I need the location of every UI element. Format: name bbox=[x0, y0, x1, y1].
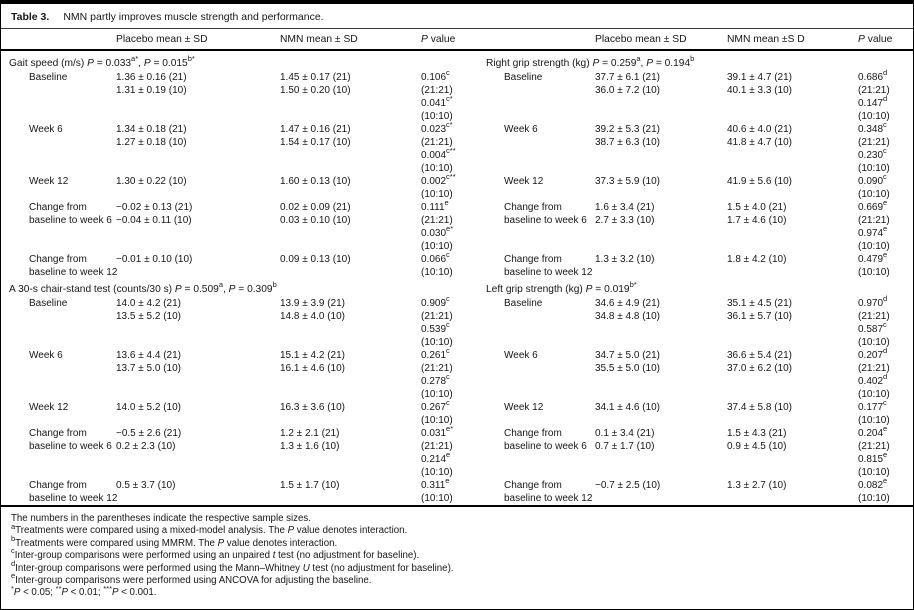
cell-line: Baseline bbox=[29, 72, 68, 83]
cell-line: 37.7 ± 6.1 (21) bbox=[595, 72, 660, 83]
cell-line: (10:10) bbox=[421, 267, 453, 278]
cell-line: Change from bbox=[504, 480, 562, 491]
cell-right-label bbox=[477, 201, 589, 253]
footnote-line: $^c$Inter-group comparisons were performed using an unpaired t test (no adjustment for baseline). bbox=[11, 546, 420, 562]
cell-left-label bbox=[1, 123, 106, 175]
cell-line: 34.6 ± 4.9 (21) bbox=[595, 298, 660, 309]
footnote-line: $^a$Treatments were compared using a mixed-model analysis. The P value denotes interaction. bbox=[11, 521, 408, 537]
cell-right-p bbox=[852, 476, 911, 505]
cell-line: $0.030^{e*}$ bbox=[421, 224, 454, 239]
column-header-pvalue-left: P value bbox=[421, 34, 456, 45]
cell-left-nmn bbox=[270, 479, 411, 505]
cell-line: 1.6 ± 3.4 (21) bbox=[595, 202, 655, 213]
cell-line: Baseline bbox=[29, 298, 68, 309]
cell-left-nmn bbox=[270, 297, 411, 349]
table-row bbox=[1, 172, 913, 201]
cell-line: Change from bbox=[29, 254, 87, 265]
cell-right-nmn bbox=[721, 123, 852, 175]
section-row bbox=[1, 54, 913, 70]
cell-line: 41.9 ± 5.6 (10) bbox=[727, 176, 792, 187]
cell-line: 1.27 ± 0.18 (10) bbox=[116, 137, 187, 148]
cell-line: 0.5 ± 3.7 (10) bbox=[116, 480, 176, 491]
section-header-left: Gait speed (m/s) $P = 0.033^{a*}$, $P = 0.015^{b*}$ bbox=[9, 54, 195, 69]
cell-line: 0.267$^c$ bbox=[421, 398, 450, 413]
cell-line: 34.7 ± 5.0 (21) bbox=[595, 350, 660, 361]
cell-line: (10:10) bbox=[858, 467, 890, 478]
cell-line: 0.311e bbox=[421, 476, 450, 491]
cell-left-nmn bbox=[270, 201, 411, 253]
cell-line: 0.09 ± 0.13 (10) bbox=[280, 254, 351, 265]
cell-left-p bbox=[411, 346, 477, 401]
cell-line: $0.002^{c**}$ bbox=[421, 172, 456, 187]
cell-line: 0.686$^d$ bbox=[858, 68, 888, 83]
cell-left-placebo bbox=[106, 175, 270, 201]
cell-line: (21:21) bbox=[421, 441, 453, 452]
cell-line: 2.7 ± 3.3 (10) bbox=[595, 215, 655, 226]
cell-line: 1.2 ± 2.1 (21) bbox=[280, 428, 340, 439]
cell-line: 0.230$^c$ bbox=[858, 146, 887, 161]
cell-left-placebo bbox=[106, 297, 270, 349]
footnote-line: $^b$Treatments were compared using MMRM. The P value denotes interaction. bbox=[11, 534, 338, 549]
cell-left-nmn bbox=[270, 253, 411, 279]
cell-line: 37.3 ± 5.9 (10) bbox=[595, 176, 660, 187]
cell-right-nmn bbox=[721, 71, 852, 123]
cell-left-label bbox=[1, 349, 106, 401]
cell-line: 38.7 ± 6.3 (10) bbox=[595, 137, 660, 148]
table-title: NMN partly improves muscle strength and performance. bbox=[63, 11, 324, 23]
cell-line: (10:10) bbox=[858, 163, 890, 174]
cell-line: 14.0 ± 4.2 (21) bbox=[116, 298, 181, 309]
cell-line: Week 6 bbox=[29, 350, 63, 361]
cell-right-p bbox=[852, 198, 911, 253]
cell-line: Baseline bbox=[504, 298, 543, 309]
cell-right-placebo bbox=[589, 349, 721, 401]
cell-right-p bbox=[852, 172, 911, 201]
table-number: Table 3. bbox=[11, 11, 50, 23]
cell-line: 0.669e bbox=[858, 198, 888, 213]
table-row bbox=[1, 120, 913, 175]
cell-right-p bbox=[852, 294, 911, 349]
cell-line: $0.031^{e*}$ bbox=[421, 424, 454, 439]
cell-line: 16.3 ± 3.6 (10) bbox=[280, 402, 345, 413]
cell-line: 14.8 ± 4.0 (10) bbox=[280, 311, 345, 322]
cell-line: (10:10) bbox=[421, 189, 453, 200]
cell-line: (10:10) bbox=[858, 493, 890, 504]
cell-line: 0.147$^d$ bbox=[858, 94, 888, 109]
cell-line: 40.6 ± 4.0 (21) bbox=[727, 124, 792, 135]
cell-line: 37.4 ± 5.8 (10) bbox=[727, 402, 792, 413]
cell-line: 1.36 ± 0.16 (21) bbox=[116, 72, 187, 83]
cell-line: 0.207$^d$ bbox=[858, 346, 888, 361]
cell-line: 37.0 ± 6.2 (10) bbox=[727, 363, 792, 374]
cell-left-label bbox=[1, 71, 106, 123]
cell-left-placebo bbox=[106, 427, 270, 479]
cell-left-nmn bbox=[270, 349, 411, 401]
cell-line: (10:10) bbox=[421, 415, 453, 426]
cell-line: Change from bbox=[504, 428, 562, 439]
cell-line: $0.041^{c*}$ bbox=[421, 94, 453, 109]
cell-line: baseline to week 12 bbox=[29, 267, 118, 278]
cell-left-p bbox=[411, 250, 477, 279]
table-row bbox=[1, 424, 913, 479]
cell-line: (10:10) bbox=[421, 241, 453, 252]
cell-line: 34.1 ± 4.6 (10) bbox=[595, 402, 660, 413]
cell-line: 35.1 ± 4.5 (21) bbox=[727, 298, 792, 309]
cell-line: 1.34 ± 0.18 (21) bbox=[116, 124, 187, 135]
cell-line: 0.9 ± 4.5 (10) bbox=[727, 441, 787, 452]
cell-line: 13.7 ± 5.0 (10) bbox=[116, 363, 181, 374]
cell-left-label bbox=[1, 297, 106, 349]
cell-line: (10:10) bbox=[858, 241, 890, 252]
column-header-row bbox=[1, 29, 913, 51]
cell-line: Week 6 bbox=[504, 350, 538, 361]
cell-right-label bbox=[477, 427, 589, 479]
cell-line: 34.8 ± 4.8 (10) bbox=[595, 311, 660, 322]
cell-line: (21:21) bbox=[421, 363, 453, 374]
cell-line: 0.111e bbox=[421, 198, 449, 213]
cell-right-placebo bbox=[589, 401, 721, 427]
cell-line: −0.01 ± 0.10 (10) bbox=[116, 254, 193, 265]
column-header-placebo-left: Placebo mean ± SD bbox=[116, 34, 208, 45]
cell-line: baseline to week 6 bbox=[504, 215, 587, 226]
cell-line: Change from bbox=[29, 428, 87, 439]
cell-line: 1.3 ± 1.6 (10) bbox=[280, 441, 340, 452]
cell-right-placebo bbox=[589, 201, 721, 253]
cell-line: 13.5 ± 5.2 (10) bbox=[116, 311, 181, 322]
cell-line: (10:10) bbox=[421, 493, 453, 504]
cell-right-label bbox=[477, 479, 593, 505]
table-row bbox=[1, 398, 913, 427]
cell-right-p bbox=[852, 120, 911, 175]
cell-right-placebo bbox=[589, 427, 721, 479]
cell-left-nmn bbox=[270, 401, 411, 427]
cell-line: 0.214e bbox=[421, 450, 451, 465]
cell-right-p bbox=[852, 250, 911, 279]
cell-line: 1.8 ± 4.2 (10) bbox=[727, 254, 787, 265]
cell-left-p bbox=[411, 476, 477, 505]
cell-line: 1.54 ± 0.17 (10) bbox=[280, 137, 351, 148]
cell-right-label bbox=[477, 71, 589, 123]
cell-right-placebo bbox=[589, 479, 721, 505]
cell-right-label bbox=[477, 253, 593, 279]
cell-line: Change from bbox=[29, 202, 87, 213]
cell-line: 15.1 ± 4.2 (21) bbox=[280, 350, 345, 361]
cell-line: (21:21) bbox=[858, 137, 890, 148]
column-header-spacer bbox=[1, 34, 106, 45]
column-header-nmn-right: NMN mean ±S D bbox=[727, 34, 805, 45]
cell-right-label bbox=[477, 297, 589, 349]
cell-line: (21:21) bbox=[421, 137, 453, 148]
cell-line: 0.479e bbox=[858, 250, 888, 265]
cell-right-placebo bbox=[589, 175, 721, 201]
cell-line: −0.04 ± 0.11 (10) bbox=[116, 215, 192, 226]
cell-line: Change from bbox=[504, 254, 562, 265]
cell-line: 0.261$^c$ bbox=[421, 346, 450, 361]
cell-line: 1.3 ± 3.2 (10) bbox=[595, 254, 655, 265]
cell-line: 0.587$^c$ bbox=[858, 320, 887, 335]
cell-left-p bbox=[411, 198, 477, 253]
column-header-pvalue-right: P value bbox=[858, 34, 893, 45]
cell-right-p bbox=[852, 424, 911, 479]
cell-line: 0.02 ± 0.09 (21) bbox=[280, 202, 351, 213]
cell-line: (21:21) bbox=[421, 85, 453, 96]
cell-line: −0.7 ± 2.5 (10) bbox=[595, 480, 661, 491]
table-body bbox=[1, 51, 913, 507]
cell-left-label bbox=[1, 427, 112, 479]
footnote-line: The numbers in the parentheses indicate the respective sample sizes. bbox=[11, 513, 311, 524]
cell-left-placebo bbox=[106, 201, 270, 253]
cell-line: 0.7 ± 1.7 (10) bbox=[595, 441, 655, 452]
cell-right-nmn bbox=[721, 349, 852, 401]
cell-line: Week 12 bbox=[504, 176, 544, 187]
cell-line: −0.02 ± 0.13 (21) bbox=[116, 202, 193, 213]
cell-line: 1.30 ± 0.22 (10) bbox=[116, 176, 187, 187]
footnotes bbox=[1, 507, 913, 600]
cell-line: 1.45 ± 0.17 (21) bbox=[280, 72, 351, 83]
cell-line: 0.278$^c$ bbox=[421, 372, 450, 387]
section-header-right: Left grip strength (kg) $P = 0.019^{b*}$ bbox=[486, 280, 637, 295]
section-header-right: Right grip strength (kg) P = 0.259$^a$, P = 0.194$^b$ bbox=[486, 54, 695, 69]
cell-line: (10:10) bbox=[858, 189, 890, 200]
cell-line: 1.7 ± 4.6 (10) bbox=[727, 215, 787, 226]
cell-line: Week 12 bbox=[29, 402, 69, 413]
cell-left-nmn bbox=[270, 175, 411, 201]
table-row bbox=[1, 68, 913, 123]
cell-left-placebo bbox=[106, 479, 270, 505]
cell-line: $0.023^{c*}$ bbox=[421, 120, 453, 135]
cell-line: 0.090$^c$ bbox=[858, 172, 887, 187]
table-caption bbox=[1, 4, 913, 29]
cell-line: 41.8 ± 4.7 (10) bbox=[727, 137, 792, 148]
cell-line: 0.815e bbox=[858, 450, 888, 465]
cell-line: (10:10) bbox=[421, 337, 453, 348]
column-header-placebo-right: Placebo mean ± SD bbox=[595, 34, 687, 45]
cell-left-p bbox=[411, 424, 477, 479]
cell-line: 39.1 ± 4.7 (21) bbox=[727, 72, 792, 83]
cell-left-placebo bbox=[106, 123, 270, 175]
cell-line: 0.106$^c$ bbox=[421, 68, 450, 83]
cell-line: 1.5 ± 4.0 (21) bbox=[727, 202, 787, 213]
cell-left-label bbox=[1, 401, 106, 427]
cell-line: (21:21) bbox=[858, 215, 890, 226]
cell-left-nmn bbox=[270, 123, 411, 175]
cell-left-nmn bbox=[270, 427, 411, 479]
cell-right-nmn bbox=[721, 479, 852, 505]
cell-line: Week 12 bbox=[29, 176, 69, 187]
cell-line: 0.1 ± 3.4 (21) bbox=[595, 428, 655, 439]
cell-line: (21:21) bbox=[421, 215, 453, 226]
table-row bbox=[1, 198, 913, 253]
cell-line: 1.3 ± 2.7 (10) bbox=[727, 480, 787, 491]
cell-right-label bbox=[477, 349, 589, 401]
cell-line: 36.6 ± 5.4 (21) bbox=[727, 350, 792, 361]
cell-right-placebo bbox=[589, 123, 721, 175]
section-row bbox=[1, 280, 913, 296]
cell-line: 0.066$^c$ bbox=[421, 250, 450, 265]
cell-line: baseline to week 6 bbox=[29, 215, 112, 226]
cell-right-placebo bbox=[589, 71, 721, 123]
cell-line: 1.31 ± 0.19 (10) bbox=[116, 85, 187, 96]
cell-line: 13.9 ± 3.9 (21) bbox=[280, 298, 345, 309]
cell-line: 13.6 ± 4.4 (21) bbox=[116, 350, 181, 361]
cell-line: −0.5 ± 2.6 (21) bbox=[116, 428, 182, 439]
cell-line: (10:10) bbox=[421, 389, 453, 400]
cell-right-p bbox=[852, 68, 911, 123]
cell-line: (10:10) bbox=[421, 111, 453, 122]
cell-line: Week 6 bbox=[29, 124, 63, 135]
table-row bbox=[1, 250, 913, 279]
cell-line: 0.082e bbox=[858, 476, 888, 491]
cell-line: 35.5 ± 5.0 (10) bbox=[595, 363, 660, 374]
section-header-left: A 30-s chair-stand test (counts/30 s) P = 0.509$^a$, P = 0.309$^b$ bbox=[9, 280, 277, 295]
cell-line: (21:21) bbox=[858, 85, 890, 96]
cell-line: Week 12 bbox=[504, 402, 544, 413]
cell-line: (10:10) bbox=[858, 267, 890, 278]
cell-line: baseline to week 12 bbox=[504, 493, 593, 504]
cell-line: 0.03 ± 0.10 (10) bbox=[280, 215, 351, 226]
cell-line: 0.2 ± 2.3 (10) bbox=[116, 441, 176, 452]
column-header-spacer bbox=[477, 34, 589, 45]
cell-right-p bbox=[852, 346, 911, 401]
cell-line: 1.50 ± 0.20 (10) bbox=[280, 85, 351, 96]
cell-line: (21:21) bbox=[858, 311, 890, 322]
cell-line: baseline to week 12 bbox=[29, 493, 118, 504]
cell-line: 39.2 ± 5.3 (21) bbox=[595, 124, 660, 135]
cell-line: baseline to week 12 bbox=[504, 267, 593, 278]
cell-line: Week 6 bbox=[504, 124, 538, 135]
cell-right-label bbox=[477, 401, 589, 427]
cell-line: 0.177$^c$ bbox=[858, 398, 887, 413]
cell-left-placebo bbox=[106, 71, 270, 123]
cell-line: 1.5 ± 4.3 (21) bbox=[727, 428, 787, 439]
cell-right-label bbox=[477, 175, 589, 201]
cell-left-p bbox=[411, 398, 477, 427]
cell-line: (10:10) bbox=[858, 111, 890, 122]
table-row bbox=[1, 476, 913, 505]
footnote-line: *P < 0.05; **P < 0.01; ***P < 0.001. bbox=[11, 583, 157, 599]
cell-line: 0.402$^d$ bbox=[858, 372, 888, 387]
cell-left-p bbox=[411, 68, 477, 123]
cell-line: baseline to week 6 bbox=[504, 441, 587, 452]
cell-line: 0.348$^c$ bbox=[858, 120, 887, 135]
cell-left-label bbox=[1, 201, 112, 253]
cell-line: (10:10) bbox=[421, 163, 453, 174]
cell-line: (10:10) bbox=[858, 415, 890, 426]
cell-line: (10:10) bbox=[858, 337, 890, 348]
cell-line: 0.204e bbox=[858, 424, 888, 439]
footnote-line: $^e$Inter-group comparisons were performed using ANCOVA for adjusting the baseline. bbox=[11, 571, 372, 586]
cell-line: Change from bbox=[29, 480, 87, 491]
cell-left-label bbox=[1, 253, 118, 279]
cell-left-placebo bbox=[106, 401, 270, 427]
cell-left-label bbox=[1, 479, 118, 505]
cell-line: 1.5 ± 1.7 (10) bbox=[280, 480, 340, 491]
cell-left-nmn bbox=[270, 71, 411, 123]
cell-right-nmn bbox=[721, 427, 852, 479]
table-row bbox=[1, 294, 913, 349]
cell-line: Change from bbox=[504, 202, 562, 213]
cell-left-p bbox=[411, 172, 477, 201]
cell-right-nmn bbox=[721, 175, 852, 201]
cell-left-placebo bbox=[106, 253, 270, 279]
cell-left-p bbox=[411, 120, 477, 175]
cell-right-nmn bbox=[721, 297, 852, 349]
cell-line: 1.60 ± 0.13 (10) bbox=[280, 176, 351, 187]
cell-line: (21:21) bbox=[858, 363, 890, 374]
cell-right-placebo bbox=[589, 253, 721, 279]
cell-right-p bbox=[852, 398, 911, 427]
cell-line: 16.1 ± 4.6 (10) bbox=[280, 363, 345, 374]
cell-line: (10:10) bbox=[858, 389, 890, 400]
cell-line: baseline to week 6 bbox=[29, 441, 112, 452]
cell-left-p bbox=[411, 294, 477, 349]
cell-left-placebo bbox=[106, 349, 270, 401]
footnote-line: $^d$Inter-group comparisons were performed using the Mann–Whitney U test (no adjustment for baseline). bbox=[11, 558, 454, 574]
cell-line: 1.47 ± 0.16 (21) bbox=[280, 124, 351, 135]
cell-line: 0.539$^c$ bbox=[421, 320, 450, 335]
cell-line: 40.1 ± 3.3 (10) bbox=[727, 85, 792, 96]
cell-right-nmn bbox=[721, 401, 852, 427]
cell-left-label bbox=[1, 175, 106, 201]
cell-line: $0.004^{c**}$ bbox=[421, 146, 456, 161]
cell-line: 0.970$^d$ bbox=[858, 294, 888, 309]
cell-line: Baseline bbox=[504, 72, 543, 83]
table-row bbox=[1, 346, 913, 401]
cell-right-nmn bbox=[721, 201, 852, 253]
cell-line: 36.0 ± 7.2 (10) bbox=[595, 85, 660, 96]
cell-line: (21:21) bbox=[858, 441, 890, 452]
cell-line: 14.0 ± 5.2 (10) bbox=[116, 402, 181, 413]
cell-right-nmn bbox=[721, 253, 852, 279]
cell-right-label bbox=[477, 123, 589, 175]
column-header-nmn-left: NMN mean ± SD bbox=[280, 34, 358, 45]
cell-line: 36.1 ± 5.7 (10) bbox=[727, 311, 792, 322]
cell-line: (10:10) bbox=[421, 467, 453, 478]
cell-line: (21:21) bbox=[421, 311, 453, 322]
cell-line: 0.909$^c$ bbox=[421, 294, 450, 309]
cell-line: 0.974e bbox=[858, 224, 888, 239]
cell-right-placebo bbox=[589, 297, 721, 349]
